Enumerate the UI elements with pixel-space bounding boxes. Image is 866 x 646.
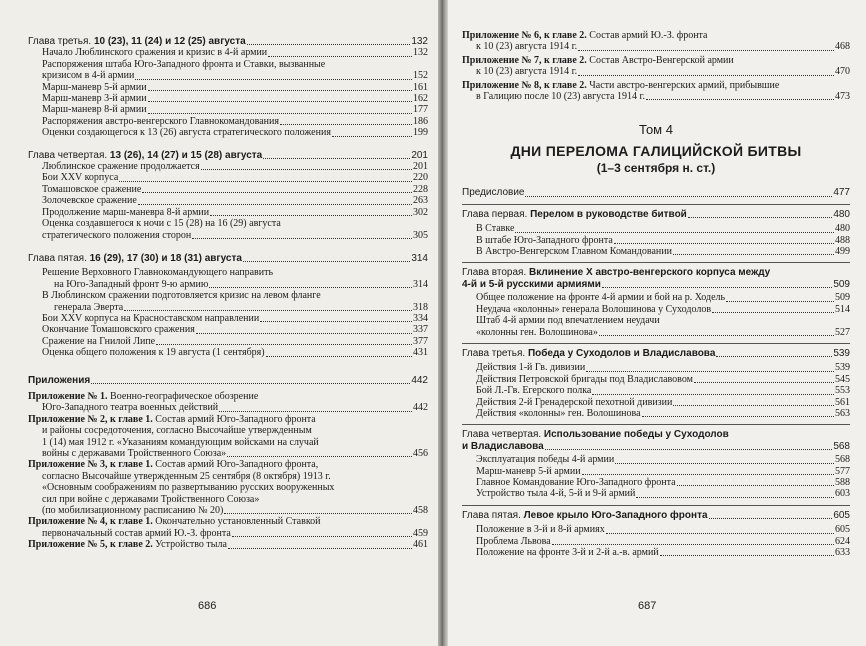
toc-entry: Томашовское сражение 228 [42, 183, 428, 195]
volume-title: ДНИ ПЕРЕЛОМА ГАЛИЦИЙСКОЙ БИТВЫ [510, 143, 802, 160]
toc-entry: Сражение на Гнилой Липе 377 [42, 335, 428, 347]
chapter-5-heading: Глава пятая. 16 (29), 17 (30) и 18 (31) августа 314 [28, 252, 428, 264]
preface-entry: Предисловие 477 [462, 187, 850, 199]
appendix-7: Приложение № 7, к главе 2. Состав Австро-Венгерской армии к 10 (23) августа 1914 г. 470 [462, 54, 850, 78]
toc-entry: Устройство тыла 4-й, 5-й и 9-й армий 603 [476, 488, 850, 500]
toc-entry: В штабе Юго-Западного фронта 488 [476, 234, 850, 246]
volume-subtitle: (1–3 сентября н. ст.) [596, 161, 716, 176]
right-page [448, 0, 866, 646]
toc-entry: Действия «колонны» ген. Волошинова 563 [476, 407, 850, 419]
toc-entry: Положение на фронте 3-й и 2-й а.-в. армий 633 [476, 547, 850, 558]
chapter-4-right-heading: Глава четвертая. Использование победы у Суходолов и Владиславова 568 [462, 429, 850, 452]
toc-entry: Марш-маневр 5-й армии 161 [42, 81, 428, 93]
toc-entry: Бой Л.-Гв. Егерского полка 553 [476, 385, 850, 397]
appendix-4: Приложение № 4, к главе 1. Окончательно установленный Ставкой первоначальный состав армий Ю.-З. фронта 459 [28, 516, 428, 539]
toc-entry: Действия Петровской бригады под Владиславовом 545 [476, 373, 850, 385]
toc-entry: Неудача «колонны» генерала Волошинова у Суходолов 514 [476, 303, 850, 315]
toc-entry: Начало Люблинского сражения и кризис в 4-й армии 132 [42, 47, 428, 59]
chapter-4-heading: Глава четвертая. 13 (26), 14 (27) и 15 (28) августа 201 [28, 149, 428, 161]
toc-entry: Оценки создающегося к 13 (26) августа стратегического положения 199 [42, 127, 428, 139]
toc-entry: Решение Верховного Главнокомандующего направить на Юго-Западный фронт 9-ю армию 314 [42, 267, 428, 290]
appendices-heading: Приложения 442 [28, 374, 428, 386]
toc-entry: Окончание Томашовского сражения 337 [42, 324, 428, 336]
toc-entry: Действия 1-й Гв. дивизии 539 [476, 362, 850, 374]
toc-entry: Штаб 4-й армии под впечатлением неудачи «колонны ген. Волошинова» 527 [476, 315, 850, 338]
divider [462, 204, 850, 205]
chapter-5-right-heading: Глава пятая. Левое крыло Юго-Западного фронта 605 [462, 509, 850, 521]
divider [462, 505, 850, 506]
toc-entry: Марш-маневр 5-й армии 577 [476, 465, 850, 477]
toc-entry: Оценка общего положения к 19 августа (1 сентября) 431 [42, 347, 428, 359]
toc-entry: Эксплуатация победы 4-й армии 568 [476, 454, 850, 466]
toc-entry: Бои XXV корпуса 220 [42, 172, 428, 184]
toc-entry: Общее положение на фронте 4-й армии и бой на р. Ходель 509 [476, 292, 850, 304]
book-gutter [438, 0, 448, 646]
toc-entry: Золочевское сражение 263 [42, 195, 428, 207]
toc-entry: В Люблинском сражении подготовляется кризис на левом фланге генерала Эверта 318 [42, 290, 428, 313]
appendix-2: Приложение № 2, к главе 1. Состав армий Юго-Западного фронта и районы сосредоточения, согласно Высочайше утвержденным 1 (14) мая 1912 г. «Указаниям командующим войсками на случай войны с державами Тройственного Союза» 456 [28, 413, 428, 459]
divider [462, 424, 850, 425]
toc-entry: Марш-маневр 8-й армии 177 [42, 104, 428, 116]
chapter-3-heading: Глава третья. 10 (23), 11 (24) и 12 (25) августа 132 [28, 36, 428, 47]
toc-entry: Положение в 3-й и 8-й армиях 605 [476, 524, 850, 536]
volume-number: Том 4 [639, 122, 673, 138]
appendix-5: Приложение № 5, к главе 2. Устройство тыла 461 [28, 539, 428, 551]
appendix-8: Приложение № 8, к главе 2. Части австро-венгерских армий, прибывшие в Галицию после 10 (23) августа 1914 г. 473 [462, 79, 850, 103]
toc-entry: Действия 2-й Гренадерской пехотной дивизии 561 [476, 396, 850, 408]
page-number-left: 686 [198, 600, 217, 612]
toc-entry: Распоряжения австро-венгерского Главнокомандования 186 [42, 115, 428, 127]
chapter-1-heading: Глава первая. Перелом в руководстве битвой 480 [462, 208, 850, 220]
toc-entry: Бои XXV корпуса на Красноставском направлении 334 [42, 312, 428, 324]
divider [462, 343, 850, 344]
toc-entry: В Ставке 480 [476, 223, 850, 235]
toc-entry: В Австро-Венгерском Главном Командовании 499 [476, 246, 850, 258]
appendix-3: Приложение № 3, к главе 1. Состав армий Юго-Западного фронта, согласно Высочайше утвержденным 25 сентября (8 октября) 1913 г. «Основным соображениям по развертыванию русских вооруженных сил при войне с державами Тройственного Союза» (по мобилизационному расписанию № 20) 458 [28, 459, 428, 517]
toc-entry: Проблема Львова 624 [476, 535, 850, 547]
toc-entry: Продолжение марш-маневра 8-й армии 302 [42, 206, 428, 218]
toc-entry: Марш-маневр 3-й армии 162 [42, 93, 428, 105]
chapter-3-right-heading: Глава третья. Победа у Суходолов и Владиславова 539 [462, 347, 850, 359]
toc-entry: Распоряжения штаба Юго-Западного фронта и Ставки, вызванные кризисом в 4-й армии 152 [42, 58, 428, 82]
toc-entry: Главное Командование Юго-Западного фронта 588 [476, 476, 850, 488]
appendix-6: Приложение № 6, к главе 2. Состав армий Ю.-З. фронта к 10 (23) августа 1914 г. 468 [462, 30, 850, 53]
divider [462, 262, 850, 263]
toc-entry: Оценка создавшегося к ночи с 15 (28) на 16 (29) августа стратегического положения сторон 305 [42, 218, 428, 241]
chapter-2-heading: Глава вторая. Вклинение X австро-венгерского корпуса между 4-й и 5-й русскими армиями 509 [462, 267, 850, 290]
toc-entry: Люблинское сражение продолжается 201 [42, 161, 428, 173]
page-number-right: 687 [638, 600, 657, 612]
appendix-1: Приложение № 1. Военно-географическое обозрение Юго-Западного театра военных действий 442 [28, 390, 428, 414]
